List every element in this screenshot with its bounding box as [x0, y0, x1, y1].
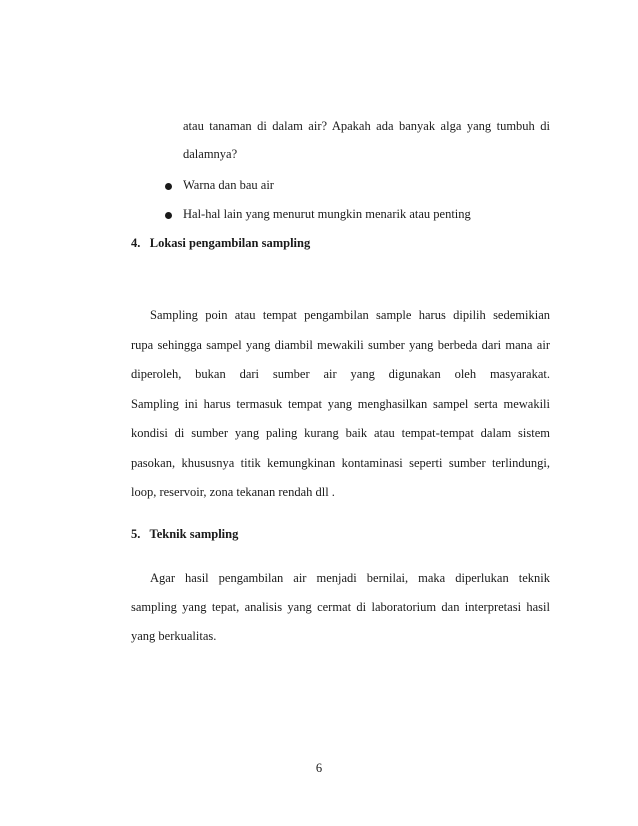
section-heading: 4. Lokasi pengambilan sampling	[131, 236, 311, 250]
bullet-item: Warna dan bau air	[183, 178, 274, 192]
continuation-line-1: atau tanaman di dalam air? Apakah ada banyak alga yang tumbuh di	[183, 119, 550, 133]
paragraph-line: Sampling ini harus termasuk tempat yang menghasilkan sampel serta mewakili	[131, 397, 550, 411]
page-number: 6	[315, 761, 323, 775]
paragraph-line: Agar hasil pengambilan air menjadi bernilai, maka diperlukan teknik	[150, 571, 550, 585]
paragraph-line: Sampling poin atau tempat pengambilan sample harus dipilih sedemikian	[150, 308, 550, 322]
bullet-icon	[165, 212, 172, 219]
paragraph-line: yang berkualitas.	[131, 629, 217, 643]
bullet-item: Hal-hal lain yang menurut mungkin menarik atau penting	[183, 207, 471, 221]
paragraph-line: rupa sehingga sampel yang diambil mewakili sumber yang berbeda dari mana air	[131, 338, 550, 352]
section-heading: 5. Teknik sampling	[131, 527, 239, 541]
paragraph-line: kondisi di sumber yang paling kurang baik atau tempat-tempat dalam sistem	[131, 426, 550, 440]
continuation-line-2: dalamnya?	[183, 147, 238, 161]
paragraph-line: diperoleh, bukan dari sumber air yang digunakan oleh masyarakat.	[131, 367, 550, 381]
paragraph-line: sampling yang tepat, analisis yang cermat di laboratorium dan interpretasi hasil	[131, 600, 550, 614]
bullet-icon	[165, 183, 172, 190]
paragraph-line: pasokan, khususnya titik kemungkinan kontaminasi seperti sumber terlindungi,	[131, 456, 550, 470]
paragraph-line: loop, reservoir, zona tekanan rendah dll .	[131, 485, 335, 499]
